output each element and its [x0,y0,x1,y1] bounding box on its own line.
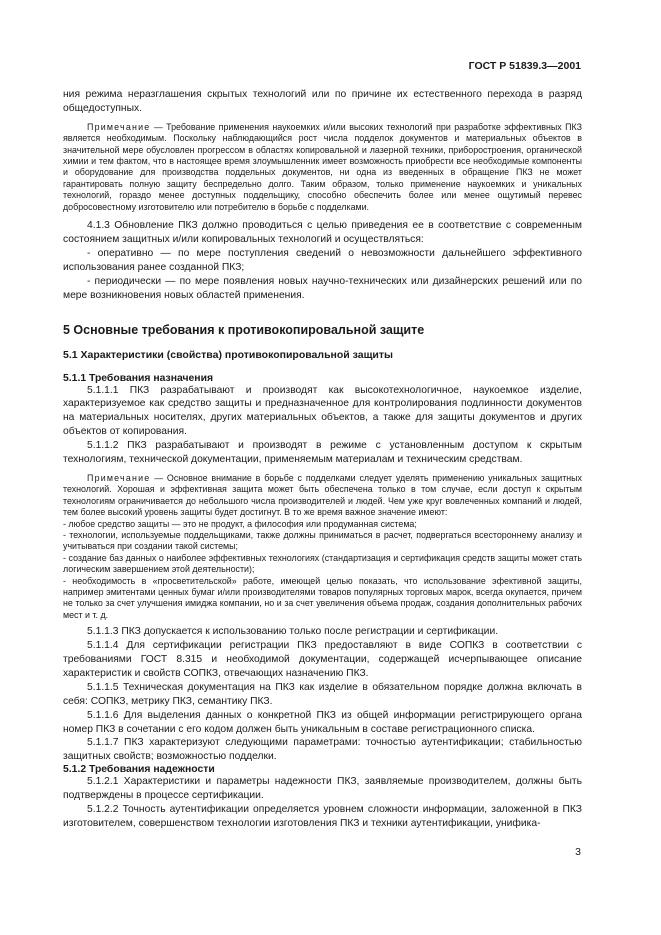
body-paragraph: 5.1.2.1 Характеристики и параметры надежности ПКЗ, заявляемые производителем, должны быть подтверждены в процессе сертификации. [63,776,582,802]
body-paragraph: 4.1.3 Обновление ПКЗ должно проводиться с целью приведения ее в соответствие с современным состоянием защитных и/или копировальных технологий и осуществляться: [63,220,582,245]
section-heading: 5 Основные требования к противокопировальной защите [63,322,425,337]
page-number: 3 [575,846,581,858]
note-paragraph [63,473,582,519]
body-paragraph: - оперативно — по мере поступления сведений о невозможности дальнейшего эффективного использования ранее созданной ПКЗ; [63,247,582,273]
body-paragraph: 5.1.1.2 ПКЗ разрабатывают и производят в режиме с установленным доступом к скрытым технологиям, технической документации, применяемым материалам и техническим средствам. [63,440,582,466]
note-list-item: - создание баз данных о наиболее эффективных технологиях (стандартизация и сертификация средств защиты может стать логическим завершением этой деятельности); [63,552,582,575]
body-paragraph: 5.1.1.6 Для выделения данных о конкретной ПКЗ из общей информации регистрирующего органа номер ПКЗ в сочетании с его кодом должен быть уникальным в составе регистрационного списка. [63,709,582,735]
note-label: Примечание [87,472,151,483]
clause-heading: 5.1.1 Требования назначения [63,372,214,384]
note-list-item: - любое средство защиты — это не продукт, а философия или продуманная система; [63,518,417,529]
standard-header: ГОСТ Р 51839.3—2001 [468,60,581,72]
note-list-item: - технологии, используемые поддельщиками, также должны приниматься в расчет, подвергаться всестороннему анализу и учитываться при создании такой системы; [63,529,582,552]
note-list-item: - необходимость в «просветительской» работе, имеющей целью показать, что использование эфективной защиты, например эмитентами ценных бумаг и/или производителями товаров популярных торговых марок, всегда окупается, причем не только за счет улучшения имиджа компании, но и за счет увеличения объема продаж, создания дополнительных рабочих мест и т. д. [63,575,582,620]
body-paragraph: 5.1.1.1 ПКЗ разрабатывают и производят как высокотехнологичное, наукоемкое изделие, характеризуемое как средство защиты и предназначенное для контролирования подлинности документов на материальных носителях, других материальных объектов, а также для защиты документов и других объектов от копирования. [63,384,582,438]
clause-heading: 5.1.2 Требования надежности [63,764,215,776]
note-text: — Основное внимание в борьбе с подделками следует уделять применению уникальных защитных технологий. Хорошая и эффективная защита может быть обеспечена только в том случае, если доступ к скрытым технологиям ограничивается до небольшого числа производителей и людей. Чем уже круг вовлеченных компаний и людей, тем более высокий уровень защиты будет достигнут. В то же время важное значение имеют: [63,472,582,518]
note-text: — Требование применения наукоемких и/или высоких технологий при разработке эффективных ПКЗ является необходимым. Поскольку наблюдающийся рост числа подделок документов и материальных объектов в значительной мере обусловлен прогрессом в областях копировальной и лазерной техники, приборостроения, органической химии и тем фактом, что в настоящее время злоумышленник имеет возможность приобрести все необходимые компоненты и оборудование для производства поддельных документов, ни одна из введенных в обращение ПКЗ не может гарантировать полную защиту беспредельно долго. Таким образом, только применение наукоемких и уникальных технологий, гораздо менее доступных поддельщику, способно обеспечить более или менее ощутимый перевес добросовестному изготовителю или потребителю в борьбе с подделками. [63,121,582,212]
body-paragraph: - периодически — по мере появления новых научно-технических или дизайнерских решений или по мере возникновения новых областей применения. [63,275,582,301]
document-body [63,88,582,831]
subsection-heading: 5.1 Характеристики (свойства) противокопировальной защиты [63,348,393,361]
body-paragraph: 5.1.2.2 Точность аутентификации определяется уровнем сложности информации, заложенной в ПКЗ изготовителем, совершенством технологии изготовления ПКЗ и техники аутентификации, унифика- [63,804,582,829]
body-paragraph: 5.1.1.4 Для сертификации регистрации ПКЗ предоставляют в виде СОПКЗ в соответствии с требованиями ГОСТ 8.315 и необходимой документации, содержащей исчерпывающее описание характеристик и свойств СОПКЗ, отвечающих назначению ПКЗ. [63,640,582,679]
body-paragraph: 5.1.1.7 ПКЗ характеризуют следующими параметрами: точностью аутентификации; стабильностью защитных свойств; возможностью подделки. [63,737,582,763]
body-paragraph: ния режима неразглашения скрытых технологий или по причине их естественного перехода в разряд общедоступных. [63,89,582,114]
body-paragraph: 5.1.1.5 Техническая документация на ПКЗ как изделие в обязательном порядке должна включать в себя: СОПКЗ, метрику ПКЗ, семантику ПКЗ. [63,681,582,707]
note-label: Примечание [87,121,151,132]
note-paragraph [63,122,582,213]
body-paragraph: 5.1.1.3 ПКЗ допускается к использованию только после регистрации и сертификации. [87,626,499,638]
